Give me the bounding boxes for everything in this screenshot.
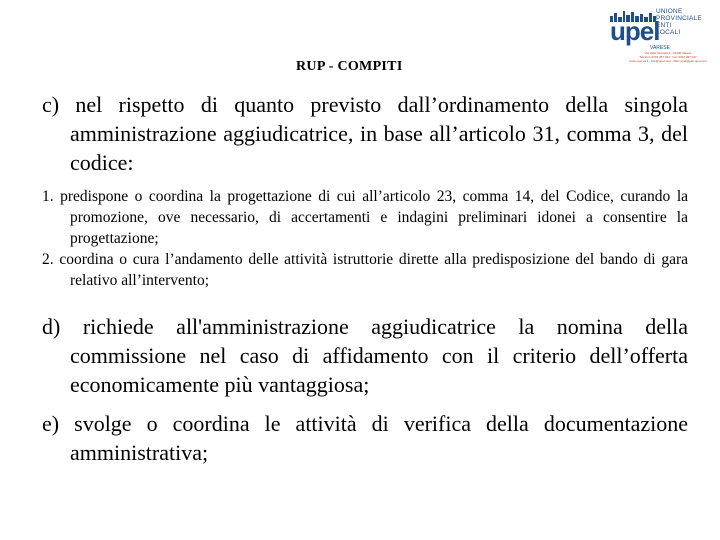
item-d-text: d) richiede all'amministrazione aggiudicatrice la nomina della commissione nel caso di affidamento con il criterio dell’offerta economicamente più vantaggiosa; xyxy=(42,314,688,397)
logo-city: VARESE xyxy=(650,45,670,51)
item-d-block xyxy=(42,312,688,399)
subitems-block xyxy=(42,186,688,291)
subitem-1-text: 1. predispone o coordina la progettazione di cui all’articolo 23, comma 14, del Codice, curando la promozione, ove necessario, di accertamenti e indagini preliminari idonei a consentire la progettazione; xyxy=(42,188,688,247)
logo-wordmark: upel xyxy=(610,16,660,46)
upel-logo xyxy=(606,4,716,64)
logo-org-name: UNIONE PROVINCIALE ENTI LOCALI xyxy=(656,8,702,36)
item-c-text: c) nel rispetto di quanto previsto dall’ordinamento della singola amministrazione aggiudicatrice, in base all’articolo 31, comma 3, del codice: xyxy=(42,92,688,175)
slide-title: RUP - COMPITI xyxy=(296,59,403,74)
subitem-2-text: 2. coordina o cura l’andamento delle attività istruttorie dirette alla predisposizione del bando di gara relativo all’intervento; xyxy=(42,251,688,289)
item-e-block xyxy=(42,409,688,467)
item-c-block xyxy=(42,90,688,177)
item-e-text: e) svolge o coordina le attività di verifica della documentazione amministrativa; xyxy=(42,411,688,465)
logo-fine-print: Via Valle Venosta 4 - 21100 Varese Telefono 0332 287 033 - Fax 0332 287 047 www.upel.va.it - info@upel.va.it - PEC upel@pec.upel.va.it xyxy=(629,51,707,63)
